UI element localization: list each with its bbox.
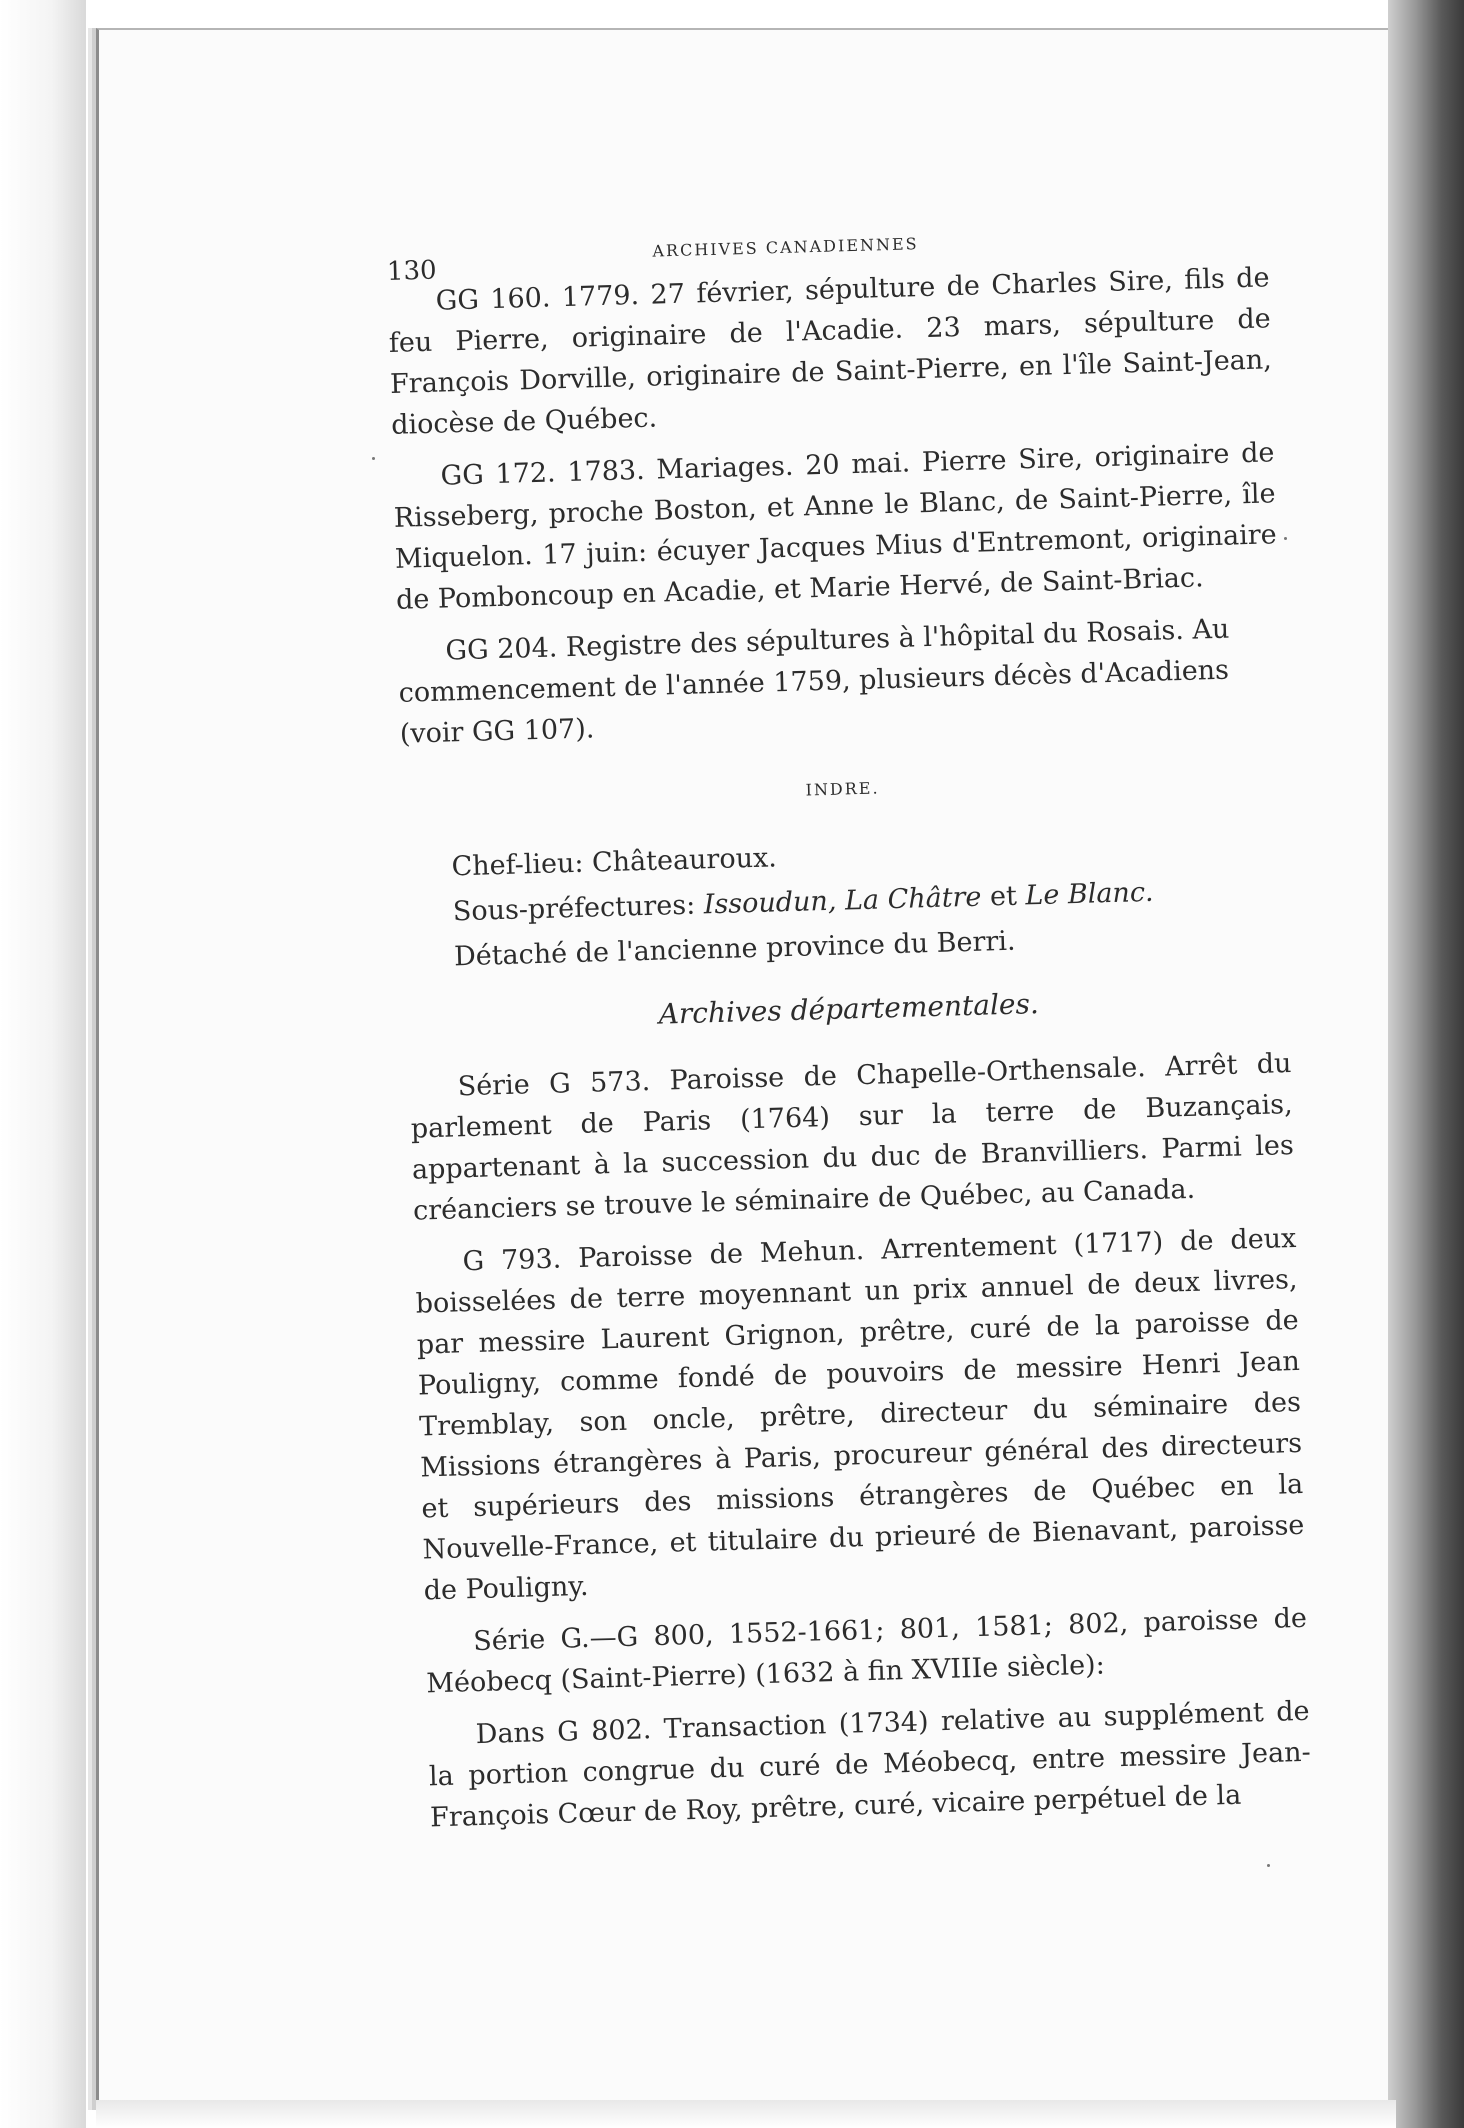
- page-bottom-edge: [96, 2100, 1396, 2128]
- page-number: 130: [386, 255, 437, 287]
- paragraph-g793: G 793. Paroisse de Mehun. Arrentement (1717) de deux boisselées de terre moyennant un prix annuel de deux livres, par messire Laurent Grignon, prêtre, curé de la paroisse de Pouligny, comme fondé de pouvoirs de messire Henri Jean Tremblay, son oncle, prêtre, directeur du séminaire des Missions étrangères à Paris, procureur général des directeurs et supérieurs des missions étrangères de Québec en la Nouvelle-France, et titulaire du prieuré de Bienavant, paroisse de Pouligny.: [415, 1222, 1305, 1607]
- page-right-edge-shadow: [1388, 0, 1464, 2128]
- paragraph-gg172: GG 172. 1783. Mariages. 20 mai. Pierre Sire, originaire de Risseberg, proche Boston, et Anne le Blanc, de Saint-Pierre, île Miquelon. 17 juin: écuyer Jacques Mius d'Entremont, originaire de Pomboncoup en Acadie, et Marie Hervé, de Saint-Briac.: [393, 437, 1278, 616]
- sous-prefectures-cities-a: Issoudun, La Châtre: [703, 881, 982, 921]
- running-title: ARCHIVES CANADIENNES: [652, 234, 919, 261]
- sous-prefectures-et: et: [981, 880, 1026, 913]
- sous-prefectures-cities-b: Le Blanc.: [1024, 876, 1154, 912]
- book-spine-shadow: [0, 0, 86, 2128]
- scan-speck: [372, 457, 375, 460]
- page-text: [386, 213, 1313, 1849]
- chef-lieu-line: Chef-lieu: Châteauroux.: [451, 842, 778, 883]
- paragraph-g802: Dans G 802. Transaction (1734) relative au supplément de la portion congrue du curé de Méobecq, entre messire Jean-François Cœur de Roy, prêtre, curé, vicaire perpétuel de la: [428, 1695, 1312, 1834]
- archives-subheading: Archives départementales.: [658, 987, 1040, 1031]
- sous-prefectures-label: Sous-préfectures:: [452, 889, 705, 928]
- scan-speck: [1267, 1864, 1270, 1867]
- paragraph-gg160: GG 160. 1779. 27 février, sépulture de Charles Sire, fils de feu Pierre, originaire de l'Acadie. 23 mars, sépulture de François Dorville, originaire de Saint-Pierre, en l'île Saint-Jean, diocèse de Québec.: [388, 262, 1273, 441]
- paragraph-gg204: GG 204. Registre des sépultures à l'hôpital du Rosais. Au commencement de l'année 1759, plusieurs décès d'Acadiens (voir GG 107).: [398, 613, 1230, 750]
- detache-line: Détaché de l'ancienne province du Berri.: [453, 925, 1016, 973]
- section-heading: INDRE.: [805, 778, 880, 800]
- paragraph-serie-g800: Série G.—G 800, 1552-1661; 801, 1581; 802, paroisse de Méobecq (Saint-Pierre) (1632 à fin XVIIIe siècle):: [425, 1602, 1308, 1700]
- scan-speck: [1284, 537, 1287, 540]
- paragraph-serie-g573: Série G 573. Paroisse de Chapelle-Orthensale. Arrêt du parlement de Paris (1764) sur la terre de Buzançais, appartenant à la succession du duc de Branvilliers. Parmi les créanciers se trouve le séminaire de Québec, au Canada.: [410, 1048, 1295, 1227]
